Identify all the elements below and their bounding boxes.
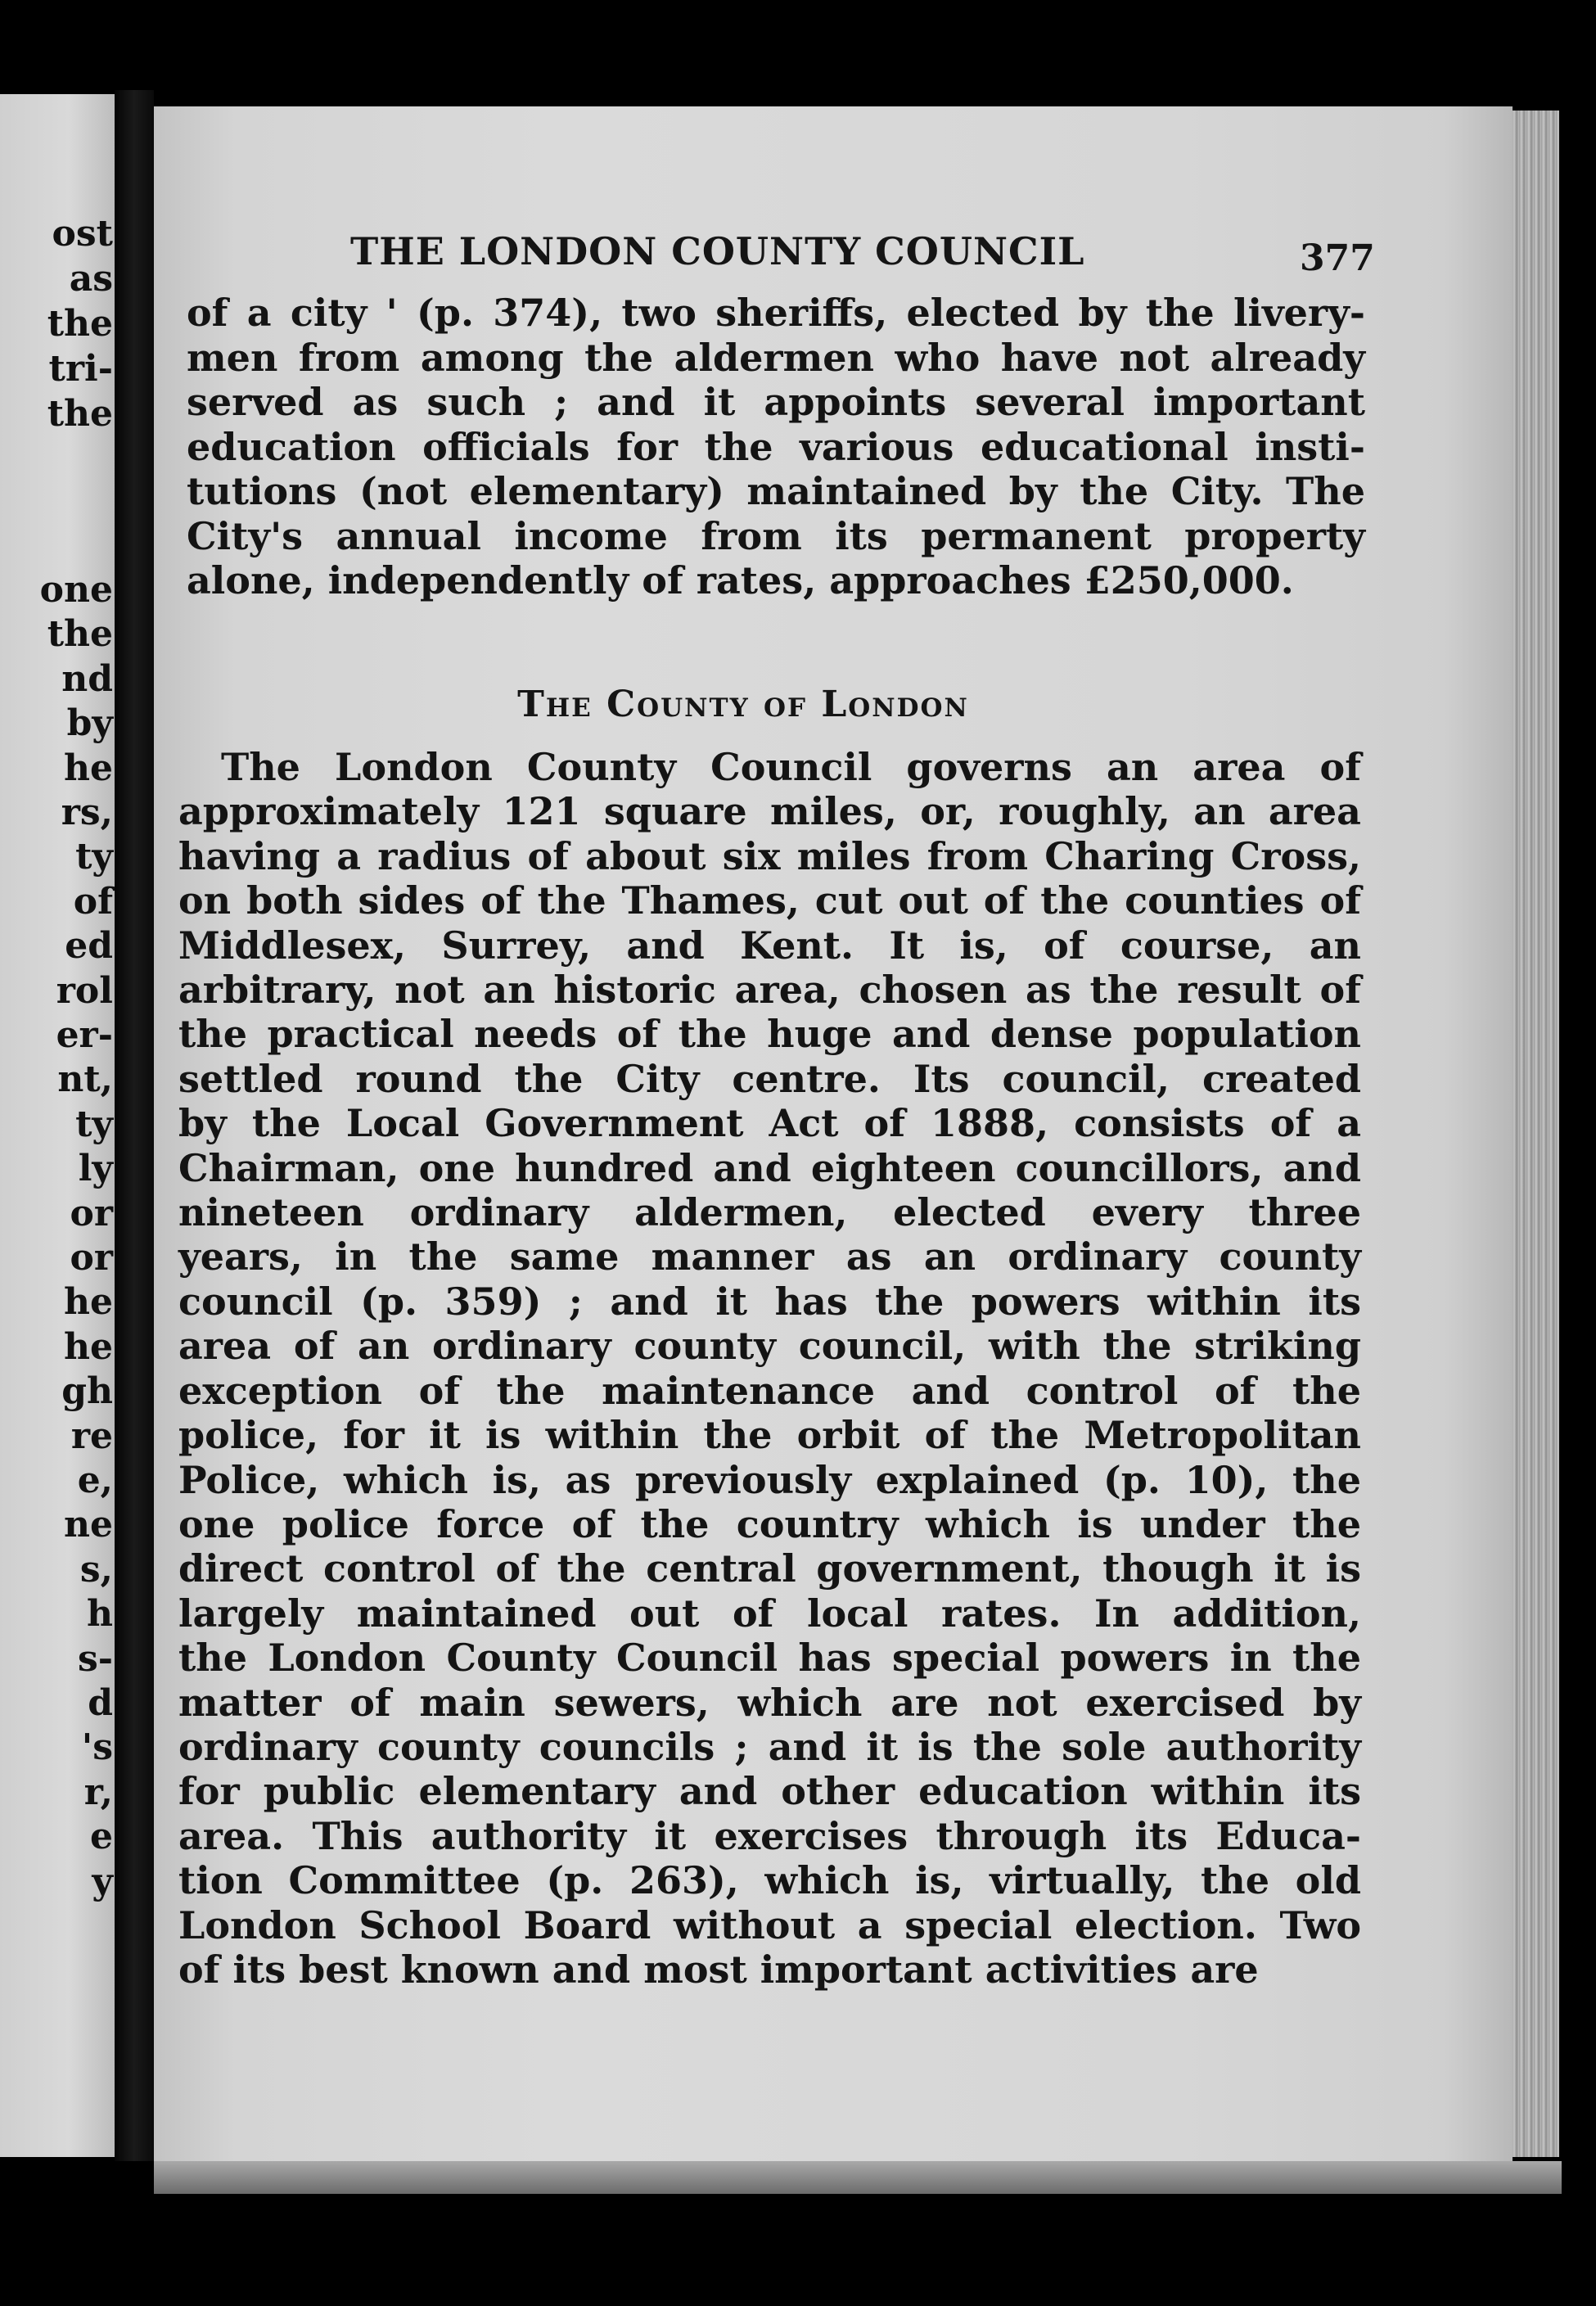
left-page-fragment: h (87, 1593, 113, 1636)
text-line: of its best known and most important activities are (178, 1947, 1259, 1992)
text-line: area. This authority it exercises through its Educa- (178, 1813, 1361, 1858)
text-line: approximately 121 square miles, or, roughly, an area (178, 789, 1361, 834)
book-gutter (115, 90, 154, 2161)
left-page-fragment: ty (75, 1103, 113, 1145)
left-page-fragment: nt, (57, 1058, 113, 1101)
paragraph-main (178, 745, 1361, 1992)
text-line: Police, which is, as previously explained (p. 10), the (178, 1457, 1361, 1502)
text-line: largely maintained out of local rates. In addition, (178, 1591, 1361, 1636)
left-page-fragment: he (64, 1281, 113, 1324)
text-line: area of an ordinary county council, with the striking (178, 1324, 1361, 1369)
text-line: on both sides of the Thames, cut out of the counties of (178, 878, 1361, 923)
left-page-fragment: nd (61, 657, 113, 700)
left-facing-page (0, 94, 115, 2157)
left-page-fragment: the (47, 303, 113, 345)
left-page-fragment: as (69, 258, 113, 300)
left-page-fragment: tri- (48, 348, 113, 390)
left-page-fragment: or (70, 1192, 113, 1234)
left-page-fragment: of (73, 880, 113, 923)
text-line: police, for it is within the orbit of the Metropolitan (178, 1413, 1361, 1458)
text-line: The London County Council governs an area of (221, 745, 1361, 789)
left-page-fragment: ed (65, 925, 113, 968)
paragraph-top (187, 291, 1365, 603)
left-page-fragment: one (39, 569, 113, 611)
text-line: City's annual income from its permanent property (187, 513, 1365, 558)
text-line: council (p. 359) ; and it has the powers within its (178, 1279, 1361, 1324)
text-line: exception of the maintenance and control of the (178, 1368, 1361, 1413)
text-line: arbitrary, not an historic area, chosen as the result of (178, 968, 1361, 1013)
book-page (154, 106, 1513, 2161)
text-line: by the Local Government Act of 1888, consists of a (178, 1101, 1361, 1146)
text-line: one police force of the country which is under the (178, 1501, 1361, 1546)
text-line: matter of main sewers, which are not exercised by (178, 1680, 1361, 1725)
text-line: direct control of the central government, though it is (178, 1546, 1361, 1591)
left-page-fragment: rs, (61, 792, 113, 833)
text-line: nineteen ordinary aldermen, elected every three (178, 1190, 1361, 1235)
text-line: ordinary county councils ; and it is the sole authority (178, 1724, 1361, 1769)
text-line: having a radius of about six miles from Charing Cross, (178, 833, 1361, 878)
text-line: settled round the City centre. Its council, created (178, 1056, 1361, 1101)
text-line: the London County Council has special powers in the (178, 1636, 1361, 1681)
left-page-fragment: or (70, 1237, 113, 1279)
text-line: men from among the aldermen who have not already (187, 335, 1365, 380)
left-page-fragment: y (92, 1860, 113, 1902)
left-page-fragment: he (64, 1325, 113, 1368)
left-page-fragment: re (70, 1415, 113, 1457)
left-page-fragment: gh (61, 1370, 113, 1413)
left-page-fragment: d (88, 1682, 113, 1724)
section-heading: The County of London (517, 684, 969, 725)
text-line: years, in the same manner as an ordinary county (178, 1234, 1361, 1279)
left-page-fragment: s, (79, 1548, 113, 1591)
left-page-fragment: ty (75, 836, 113, 878)
left-page-fragment: 's (81, 1726, 113, 1769)
text-line: Chairman, one hundred and eighteen councillors, and (178, 1145, 1361, 1190)
left-page-fragment: rol (56, 969, 113, 1012)
text-line: for public elementary and other education within its (178, 1769, 1361, 1814)
left-page-fragment: e (90, 1816, 113, 1858)
text-line: Middlesex, Surrey, and Kent. It is, of course, an (178, 923, 1361, 968)
left-page-fragment: the (47, 613, 113, 656)
left-page-fragment: e, (77, 1460, 113, 1501)
left-page-fragment: by (66, 702, 113, 745)
text-line: alone, independently of rates, approaches £250,000. (187, 558, 1294, 602)
text-line: served as such ; and it appoints several important (187, 380, 1365, 424)
left-page-fragment: ly (78, 1148, 113, 1190)
text-line: London School Board without a special election. Two (178, 1902, 1361, 1947)
left-page-fragment: he (64, 747, 113, 789)
left-page-fragment: s- (77, 1637, 113, 1680)
text-line: of a city ' (p. 374), two sheriffs, elected by the livery- (187, 291, 1365, 335)
text-line: tion Committee (p. 263), which is, virtually, the old (178, 1858, 1361, 1903)
left-page-fragment: the (47, 393, 113, 435)
page-number: 377 (1300, 237, 1375, 279)
page-bottom-edge (154, 2161, 1562, 2194)
left-page-fragment: ne (64, 1504, 113, 1546)
left-page-fragment: ost (52, 213, 113, 255)
running-head: THE LONDON COUNTY COUNCIL (350, 229, 1085, 273)
text-line: education officials for the various educational insti- (187, 424, 1365, 469)
text-line: the practical needs of the huge and dense population (178, 1012, 1361, 1057)
left-page-fragment: r, (83, 1771, 113, 1813)
text-line: tutions (not elementary) maintained by the City. The (187, 469, 1365, 513)
left-page-fragment: er- (56, 1014, 113, 1056)
